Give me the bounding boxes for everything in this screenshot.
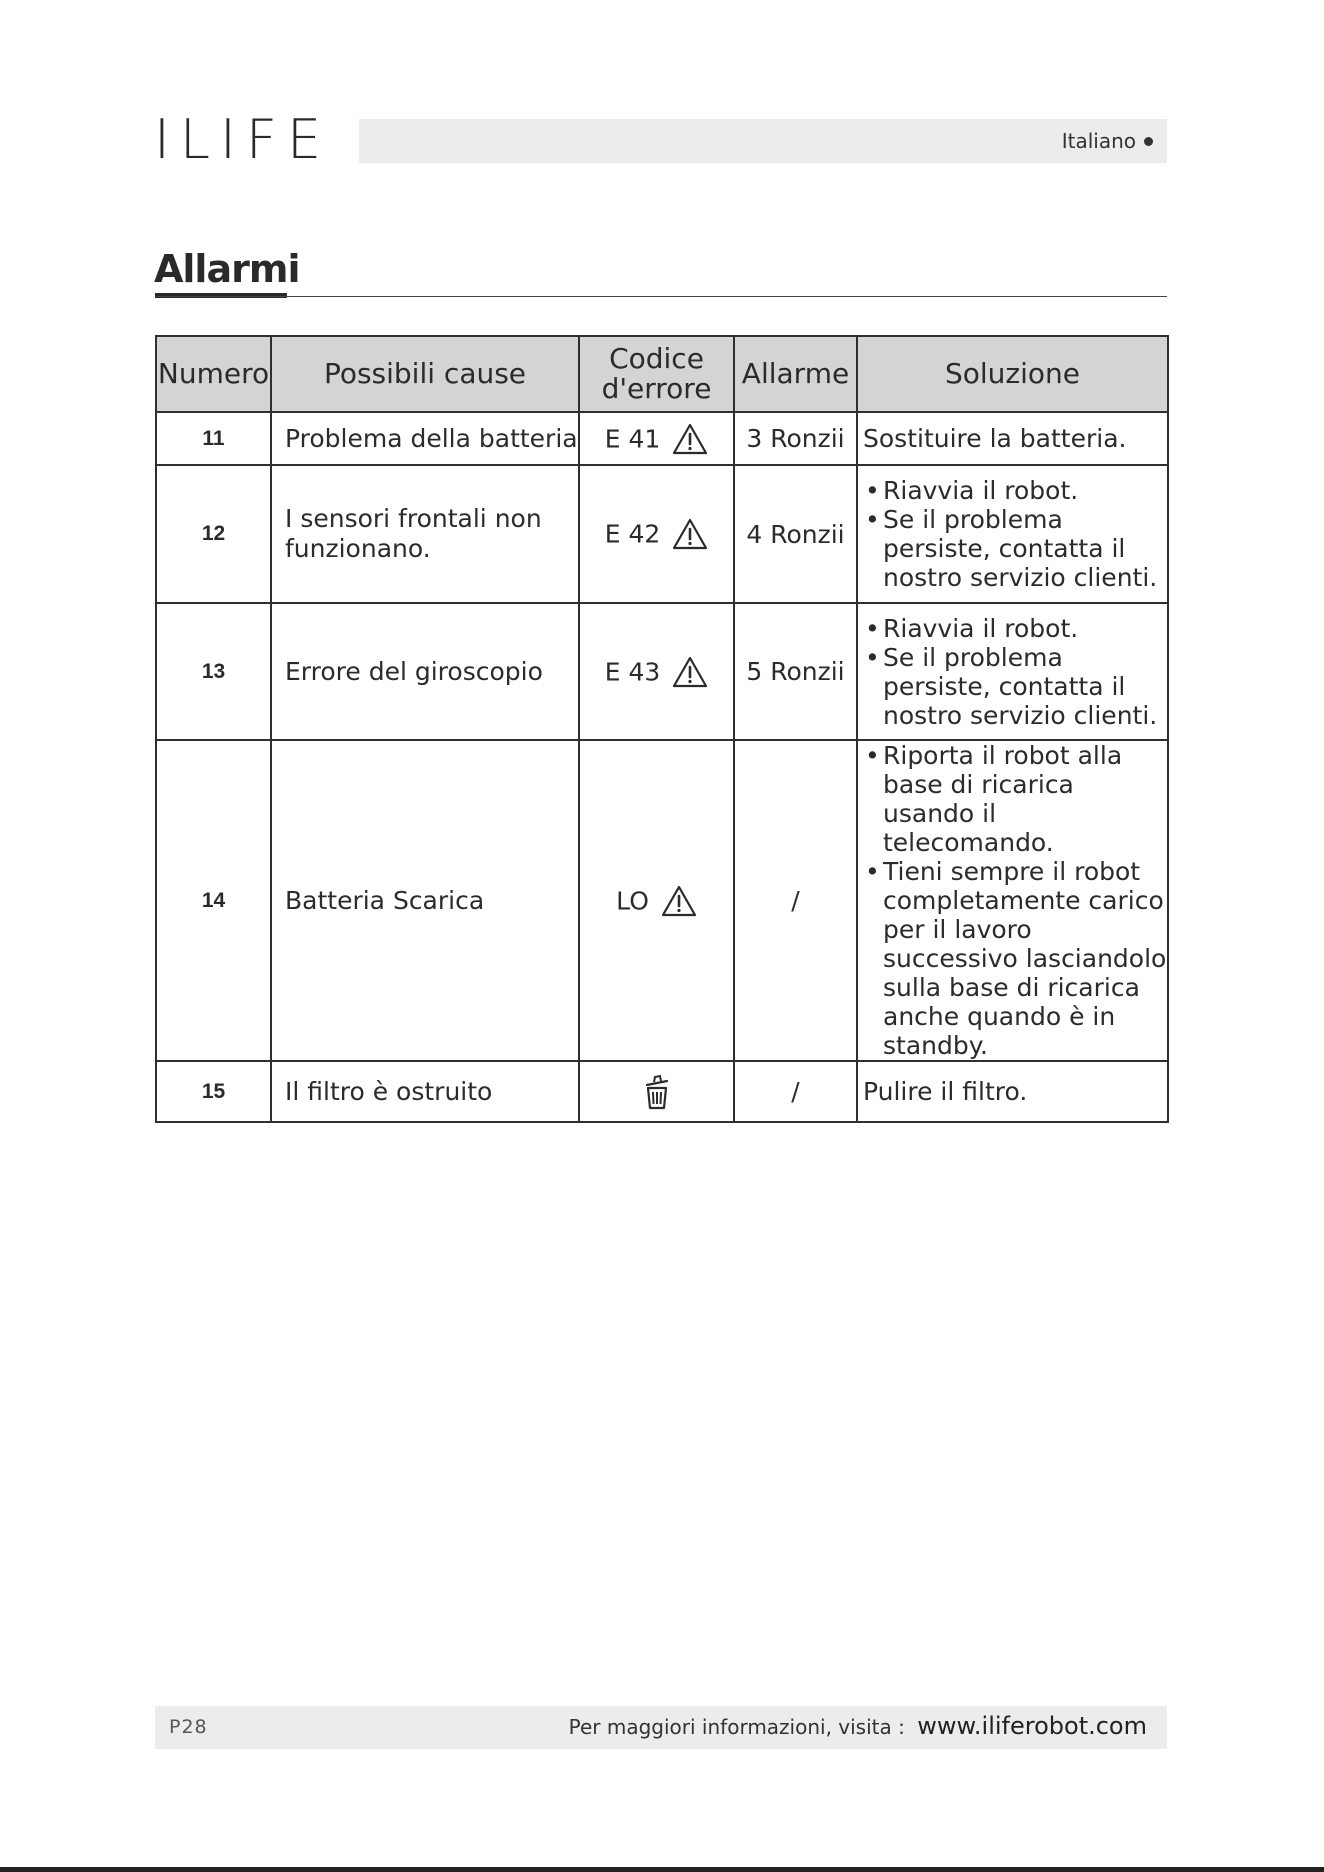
solution-item: • Riporta il robot alla base di ricarica usando il telecomando. [863, 741, 1167, 857]
header-code-line2: d'errore [601, 372, 712, 405]
warning-icon [661, 885, 697, 917]
row-cause: Batteria Scarica [271, 740, 579, 1061]
footer-info-text: Per maggiori informazioni, visita : [568, 1715, 905, 1739]
row-cause: I sensori frontali non funzionano. [271, 465, 579, 603]
alarms-table [155, 335, 1169, 1123]
bullet-dot-icon [1144, 137, 1153, 146]
warning-icon [672, 423, 708, 455]
row-cause: Problema della batteria [271, 412, 579, 465]
table-row [156, 1061, 1168, 1122]
row-alarm: / [734, 740, 857, 1061]
row-error-code [579, 1061, 734, 1122]
row-alarm: 4 Ronzii [734, 465, 857, 603]
solution-item: • Se il problema persiste, contatta il nostro servizio clienti. [863, 505, 1167, 592]
header-numero: Numero [156, 336, 271, 412]
row-alarm: 3 Ronzii [734, 412, 857, 465]
warning-icon [672, 656, 708, 688]
row-solution [857, 465, 1168, 603]
row-number: 15 [156, 1061, 271, 1122]
solution-item: • Se il problema persiste, contatta il nostro servizio clienti. [863, 643, 1167, 730]
row-number: 14 [156, 740, 271, 1061]
page-number: P28 [169, 1716, 208, 1738]
row-alarm: / [734, 1061, 857, 1122]
row-error-code [579, 603, 734, 740]
row-number: 11 [156, 412, 271, 465]
row-number: 13 [156, 603, 271, 740]
language-indicator [1062, 129, 1153, 153]
table-row [156, 603, 1168, 740]
error-code-text: E 41 [604, 424, 661, 453]
solution-item: • Riavvia il robot. [863, 476, 1167, 505]
ilife-logo: ILIFE [154, 108, 332, 171]
row-solution: Sostituire la batteria. [857, 412, 1168, 465]
header-cause: Possibili cause [271, 336, 579, 412]
header-alarm: Allarme [734, 336, 857, 412]
error-code-text: LO [616, 886, 649, 915]
title-rule [155, 296, 1167, 297]
section-title: Allarmi [154, 247, 300, 291]
row-error-code [579, 412, 734, 465]
website-link[interactable]: www.iliferobot.com [917, 1712, 1147, 1740]
page-bottom-edge [0, 1867, 1324, 1872]
trash-bin-icon [642, 1073, 672, 1111]
row-solution: Pulire il filtro. [857, 1061, 1168, 1122]
row-solution [857, 740, 1168, 1061]
footer-bar [155, 1706, 1167, 1749]
language-label: Italiano [1061, 129, 1136, 153]
table-row [156, 740, 1168, 1061]
row-error-code [579, 740, 734, 1061]
solution-item: • Riavvia il robot. [863, 614, 1167, 643]
row-alarm: 5 Ronzii [734, 603, 857, 740]
error-code-text: E 42 [604, 519, 661, 549]
row-number: 12 [156, 465, 271, 603]
solution-item: • Tieni sempre il robot completamente carico per il lavoro successivo lasciandolo sulla base di ricarica anche quando è in standby. [863, 857, 1167, 1060]
header-code-line1: Codice [609, 342, 704, 375]
table-row [156, 465, 1168, 603]
row-cause: Il filtro è ostruito [271, 1061, 579, 1122]
table-header-row [156, 336, 1168, 412]
header-solution: Soluzione [857, 336, 1168, 412]
warning-icon [672, 518, 708, 550]
table-row [156, 412, 1168, 465]
row-error-code [579, 465, 734, 603]
footer-info [569, 1712, 1147, 1740]
row-solution [857, 603, 1168, 740]
error-code-text: E 43 [604, 657, 661, 686]
header-bar [359, 119, 1167, 163]
row-cause: Errore del giroscopio [271, 603, 579, 740]
header-code [579, 336, 734, 412]
